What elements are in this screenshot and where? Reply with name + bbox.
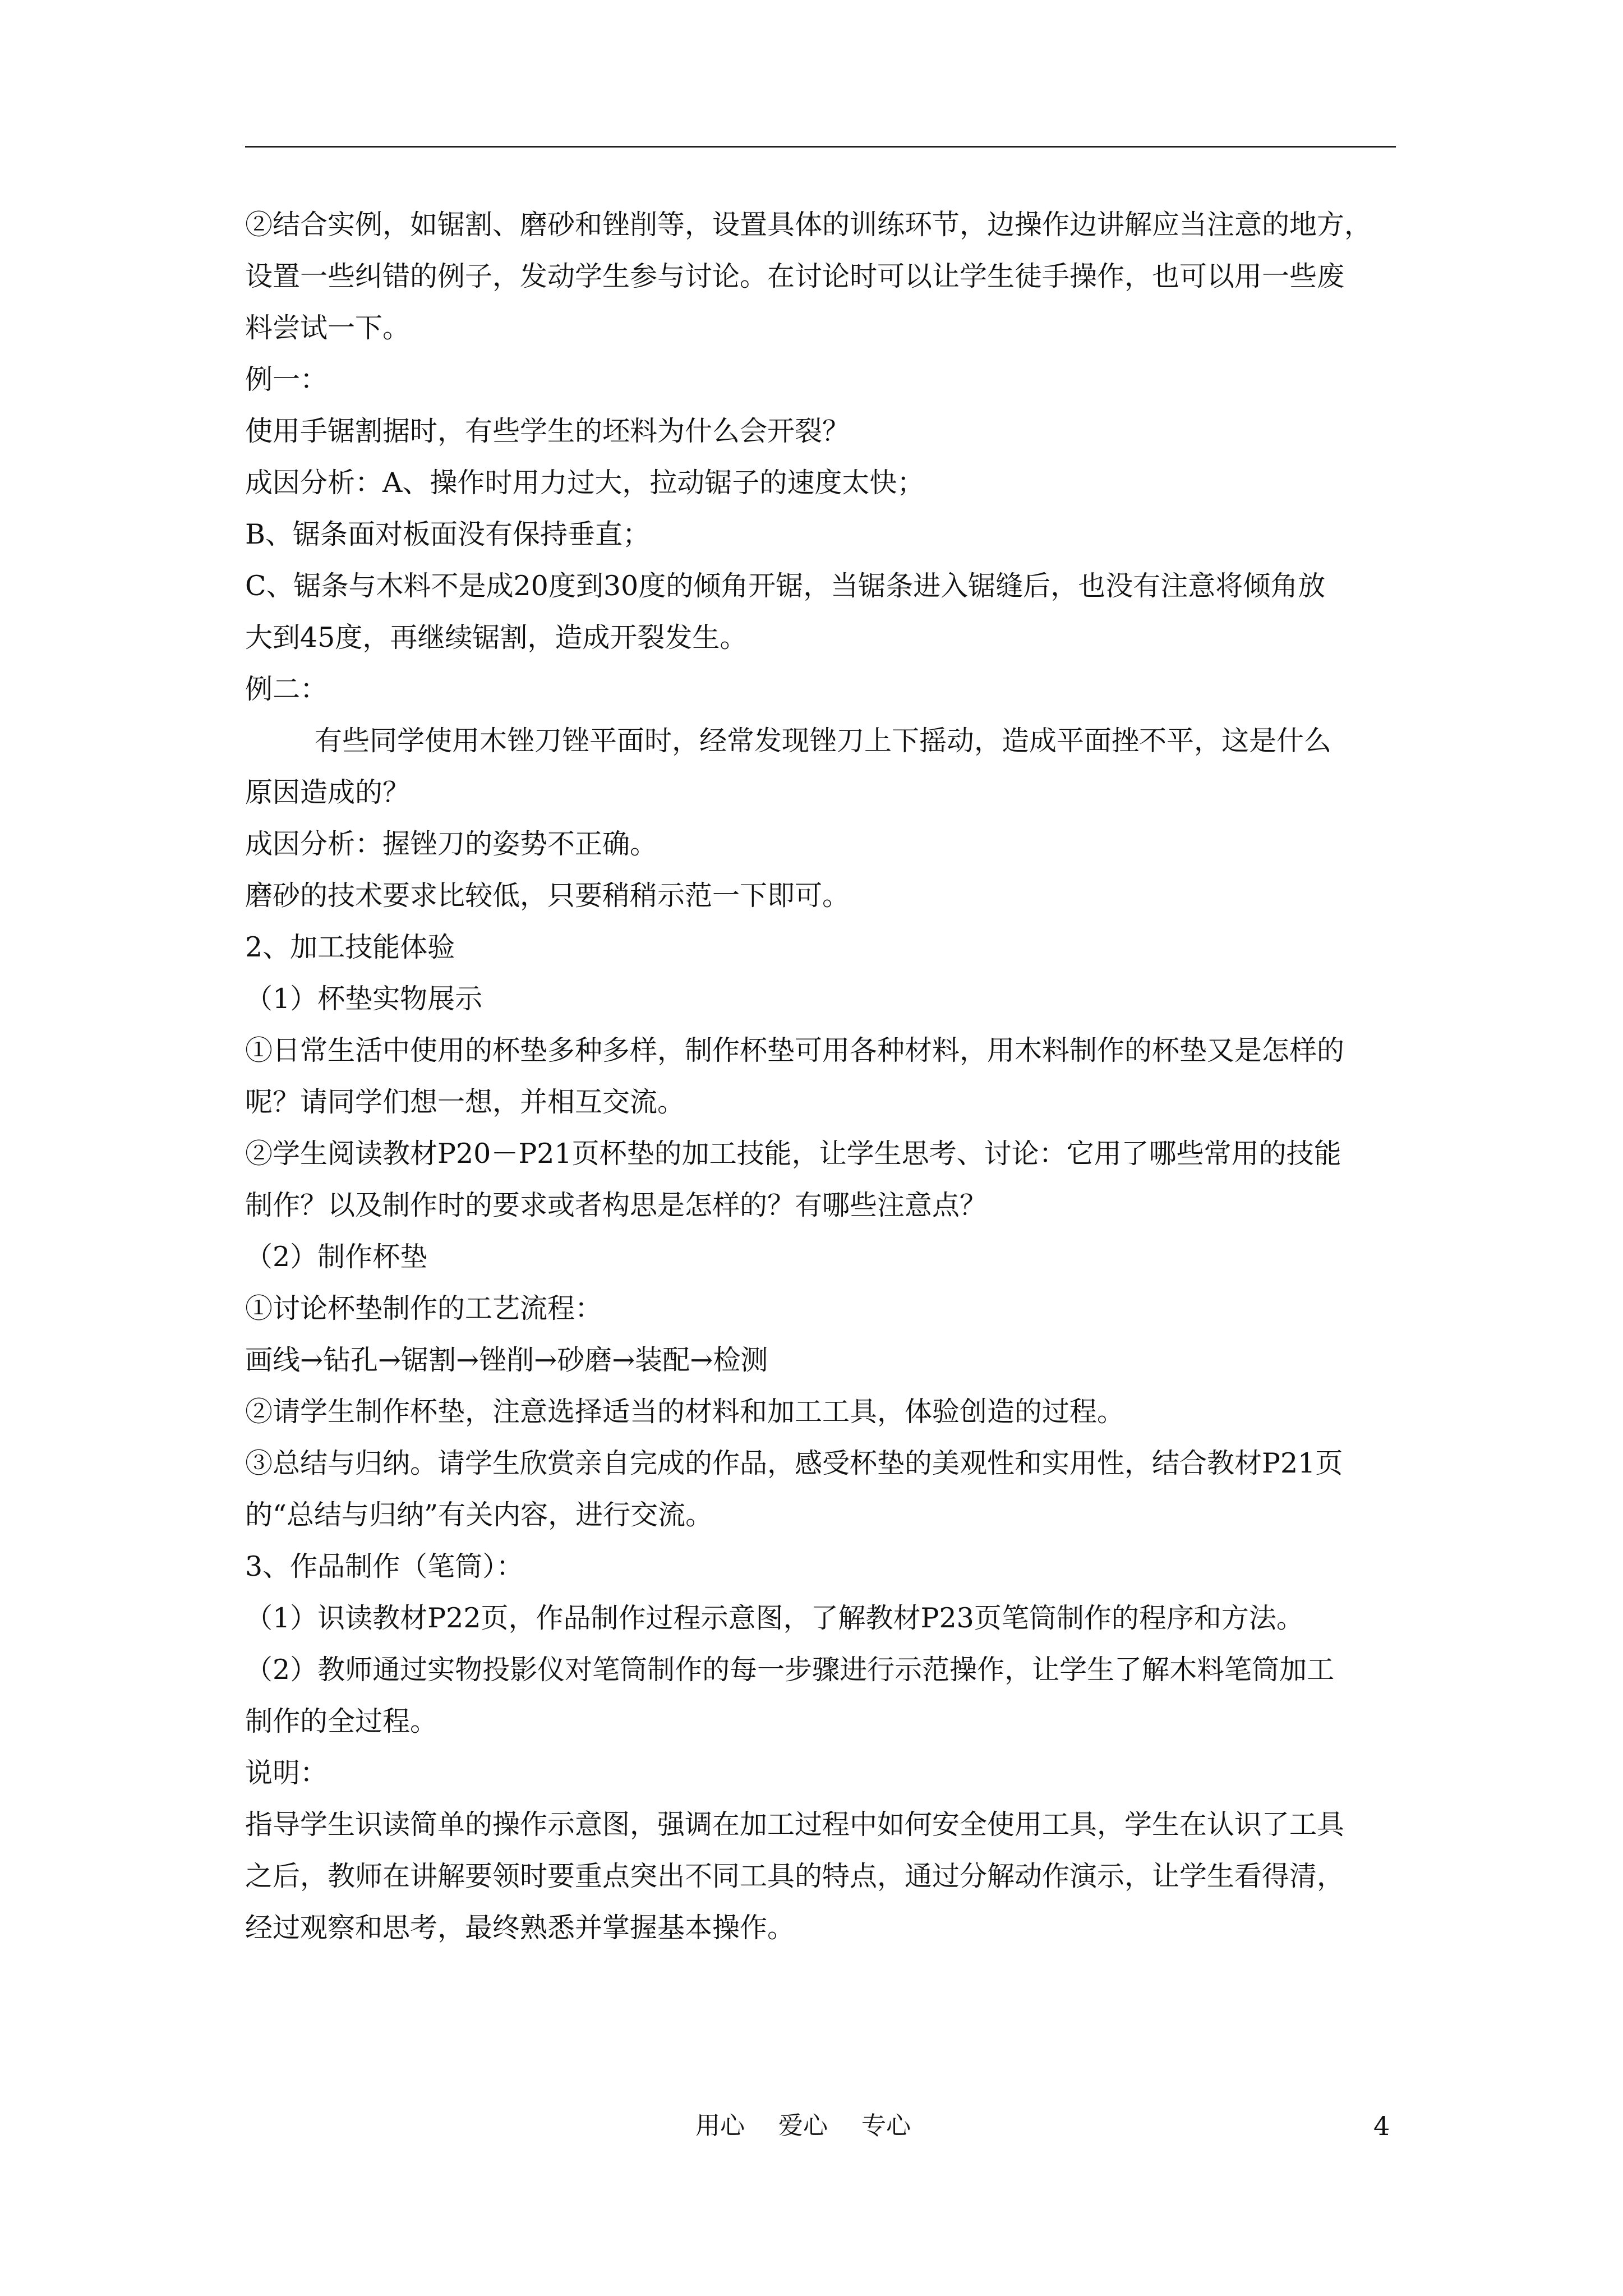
paragraph-line: ①日常生活中使用的杯垫多种多样，制作杯垫可用各种材料，用木料制作的杯垫又是怎样的 bbox=[245, 1034, 1345, 1066]
footer-motto-word: 爱心 bbox=[778, 2111, 828, 2140]
example-heading: 例二： bbox=[245, 673, 328, 705]
footer-motto bbox=[695, 2106, 937, 2146]
paragraph-line: ①讨论杯垫制作的工艺流程： bbox=[245, 1292, 603, 1324]
question-line: 原因造成的？ bbox=[245, 776, 411, 808]
paragraph-line: （1）识读教材P22页，作品制作过程示意图，了解教材P23页笔筒制作的程序和方法。 bbox=[245, 1602, 1304, 1634]
paragraph-line: 制作的全过程。 bbox=[245, 1705, 438, 1737]
paragraph-line: 之后，教师在讲解要领时要重点突出不同工具的特点，通过分解动作演示，让学生看得清， bbox=[245, 1860, 1345, 1892]
paragraph-line: 设置一些纠错的例子，发动学生参与讨论。在讨论时可以让学生徒手操作，也可以用一些废 bbox=[245, 260, 1345, 292]
paragraph-line: 磨砂的技术要求比较低，只要稍稍示范一下即可。 bbox=[245, 880, 850, 912]
paragraph-line: ②学生阅读教材P20－P21页杯垫的加工技能，让学生思考、讨论：它用了哪些常用的技能 bbox=[245, 1138, 1341, 1170]
analysis-line: 成因分析：A、操作时用力过大，拉动锯子的速度太快； bbox=[245, 467, 925, 499]
paragraph-line: （2）教师通过实物投影仪对笔筒制作的每一步骤进行示范操作，让学生了解木料笔筒加工 bbox=[245, 1654, 1335, 1686]
paragraph-line: ②结合实例，如锯割、磨砂和锉削等，设置具体的训练环节，边操作边讲解应当注意的地方， bbox=[245, 209, 1372, 241]
process-flow: 画线→钻孔→锯割→锉削→砂磨→装配→检测 bbox=[245, 1344, 768, 1376]
question-line: 有些同学使用木锉刀锉平面时，经常发现锉刀上下摇动，造成平面挫不平，这是什么 bbox=[315, 725, 1332, 757]
section-heading: 2、加工技能体验 bbox=[245, 931, 455, 963]
subsection-heading: （2）制作杯垫 bbox=[245, 1241, 428, 1273]
paragraph-line: 的“总结与归纳”有关内容，进行交流。 bbox=[245, 1499, 713, 1531]
note-heading: 说明： bbox=[245, 1757, 328, 1789]
paragraph-line: ②请学生制作杯垫，注意选择适当的材料和加工工具，体验创造的过程。 bbox=[245, 1396, 1125, 1428]
paragraph-line: 指导学生识读简单的操作示意图，强调在加工过程中如何安全使用工具，学生在认识了工具 bbox=[245, 1809, 1345, 1841]
example-heading: 例一： bbox=[245, 364, 328, 395]
paragraph-line: 经过观察和思考，最终熟悉并掌握基本操作。 bbox=[245, 1912, 795, 1944]
analysis-line: C、锯条与木料不是成20度到30度的倾角开锯，当锯条进入锯缝后，也没有注意将倾角放 bbox=[245, 570, 1326, 602]
analysis-line: B、锯条面对板面没有保持垂直； bbox=[245, 518, 651, 550]
page-number: 4 bbox=[1373, 2111, 1390, 2141]
subsection-heading: （1）杯垫实物展示 bbox=[245, 983, 483, 1015]
section-heading: 3、作品制作（笔筒）： bbox=[245, 1550, 524, 1582]
paragraph-line: 制作？以及制作时的要求或者构思是怎样的？有哪些注意点？ bbox=[245, 1189, 988, 1221]
header-rule bbox=[245, 146, 1396, 148]
footer-motto-word: 专心 bbox=[861, 2111, 911, 2140]
analysis-line: 大到45度，再继续锯割，造成开裂发生。 bbox=[245, 622, 748, 654]
question-line: 使用手锯割据时，有些学生的坯料为什么会开裂？ bbox=[245, 415, 850, 447]
footer-motto-word: 用心 bbox=[695, 2111, 745, 2140]
paragraph-line: ③总结与归纳。请学生欣赏亲自完成的作品，感受杯垫的美观性和实用性，结合教材P21页 bbox=[245, 1447, 1343, 1479]
analysis-line: 成因分析：握锉刀的姿势不正确。 bbox=[245, 828, 658, 860]
paragraph-line: 料尝试一下。 bbox=[245, 312, 411, 344]
paragraph-line: 呢？请同学们想一想，并相互交流。 bbox=[245, 1086, 685, 1118]
